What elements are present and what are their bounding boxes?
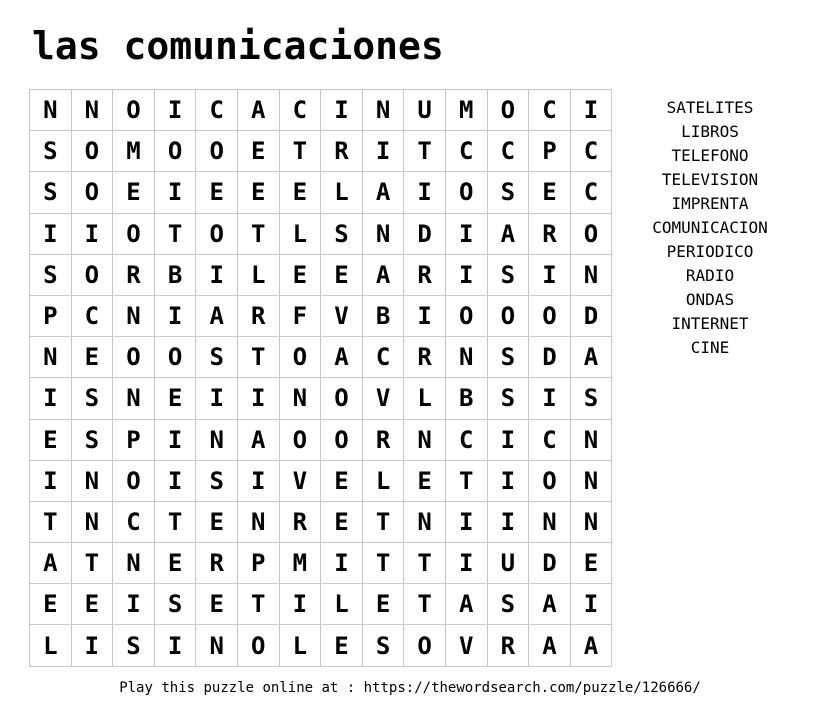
grid-cell[interactable]: A (321, 337, 363, 378)
grid-cell[interactable]: A (446, 584, 488, 625)
grid-cell[interactable]: A (238, 90, 280, 131)
grid-cell[interactable]: N (72, 502, 114, 543)
grid-cell[interactable]: L (321, 172, 363, 213)
grid-cell[interactable]: O (446, 296, 488, 337)
grid-cell[interactable]: T (363, 502, 405, 543)
grid-cell[interactable]: E (321, 461, 363, 502)
grid-cell[interactable]: P (30, 296, 72, 337)
grid-cell[interactable]: I (280, 584, 322, 625)
grid-cell[interactable]: M (446, 90, 488, 131)
grid-cell[interactable]: T (404, 131, 446, 172)
grid-cell[interactable]: L (321, 584, 363, 625)
grid-cell[interactable]: O (529, 461, 571, 502)
grid-cell[interactable]: O (72, 172, 114, 213)
grid-cell[interactable]: I (404, 172, 446, 213)
grid-cell[interactable]: P (238, 543, 280, 584)
grid-cell[interactable]: I (446, 543, 488, 584)
grid-cell[interactable]: E (155, 378, 197, 419)
grid-cell[interactable]: N (196, 420, 238, 461)
grid-cell[interactable]: L (280, 625, 322, 666)
grid-cell[interactable]: O (404, 625, 446, 666)
grid-cell[interactable]: B (363, 296, 405, 337)
grid-cell[interactable]: E (529, 172, 571, 213)
grid-cell[interactable]: O (196, 131, 238, 172)
grid-cell[interactable]: C (72, 296, 114, 337)
grid-cell[interactable]: E (72, 584, 114, 625)
grid-cell[interactable]: N (113, 296, 155, 337)
grid-cell[interactable]: I (155, 625, 197, 666)
grid-cell[interactable]: N (571, 420, 613, 461)
grid-cell[interactable]: I (155, 296, 197, 337)
grid-cell[interactable]: S (72, 420, 114, 461)
grid-cell[interactable]: R (404, 255, 446, 296)
grid-cell[interactable]: N (113, 543, 155, 584)
grid-cell[interactable]: O (280, 337, 322, 378)
grid-cell[interactable]: F (280, 296, 322, 337)
grid-cell[interactable]: N (30, 90, 72, 131)
grid-cell[interactable]: S (571, 378, 613, 419)
grid-cell[interactable]: C (446, 131, 488, 172)
grid-cell[interactable]: N (72, 461, 114, 502)
grid-cell[interactable]: C (280, 90, 322, 131)
grid-cell[interactable]: I (488, 420, 530, 461)
grid-cell[interactable]: E (238, 172, 280, 213)
grid-cell[interactable]: N (280, 378, 322, 419)
grid-cell[interactable]: N (571, 502, 613, 543)
grid-cell[interactable]: E (30, 420, 72, 461)
grid-cell[interactable]: N (363, 90, 405, 131)
grid-cell[interactable]: C (446, 420, 488, 461)
grid-cell[interactable]: I (72, 214, 114, 255)
grid-cell[interactable]: S (30, 255, 72, 296)
grid-cell[interactable]: N (363, 214, 405, 255)
grid-cell[interactable]: N (571, 255, 613, 296)
grid-cell[interactable]: S (488, 584, 530, 625)
grid-cell[interactable]: O (72, 131, 114, 172)
grid-cell[interactable]: I (196, 378, 238, 419)
grid-cell[interactable]: O (72, 255, 114, 296)
grid-cell[interactable]: C (571, 172, 613, 213)
grid-cell[interactable]: E (321, 502, 363, 543)
grid-cell[interactable]: E (238, 131, 280, 172)
grid-cell[interactable]: V (446, 625, 488, 666)
grid-cell[interactable]: I (529, 378, 571, 419)
grid-cell[interactable]: S (488, 337, 530, 378)
word-list-item: LIBROS (681, 122, 739, 141)
grid-cell[interactable]: I (30, 378, 72, 419)
grid-cell[interactable]: O (238, 625, 280, 666)
grid-cell[interactable]: I (238, 378, 280, 419)
grid-cell[interactable]: I (238, 461, 280, 502)
grid-cell[interactable]: T (30, 502, 72, 543)
grid-cell[interactable]: B (446, 378, 488, 419)
grid-cell[interactable]: I (30, 461, 72, 502)
grid-cell[interactable]: U (488, 543, 530, 584)
grid-cell[interactable]: M (280, 543, 322, 584)
grid-cell[interactable]: E (113, 172, 155, 213)
grid-cell[interactable]: O (529, 296, 571, 337)
grid-cell[interactable]: T (404, 584, 446, 625)
grid-cell[interactable]: I (571, 584, 613, 625)
word-list-item: TELEFONO (671, 146, 749, 165)
grid-cell[interactable]: T (155, 502, 197, 543)
grid-cell[interactable]: P (529, 131, 571, 172)
grid-cell[interactable]: S (488, 172, 530, 213)
grid-cell[interactable]: S (72, 378, 114, 419)
grid-cell[interactable]: E (321, 255, 363, 296)
grid-cell[interactable]: U (404, 90, 446, 131)
word-list-item: INTERNET (671, 314, 749, 333)
grid-cell[interactable]: D (529, 337, 571, 378)
grid-cell[interactable]: D (529, 543, 571, 584)
word-list-item: PERIODICO (666, 242, 754, 261)
grid-cell[interactable]: R (196, 543, 238, 584)
grid-cell[interactable]: I (363, 131, 405, 172)
grid-cell[interactable]: S (363, 625, 405, 666)
word-list-item: ONDAS (685, 290, 735, 309)
grid-cell[interactable]: A (529, 584, 571, 625)
grid-cell[interactable]: N (404, 420, 446, 461)
grid-cell[interactable]: C (488, 131, 530, 172)
grid-cell[interactable]: I (446, 255, 488, 296)
grid-cell[interactable]: I (446, 214, 488, 255)
grid-cell[interactable]: O (488, 90, 530, 131)
grid-cell[interactable]: C (571, 131, 613, 172)
grid-cell[interactable]: S (196, 461, 238, 502)
grid-cell[interactable]: E (280, 255, 322, 296)
grid-cell[interactable]: E (404, 461, 446, 502)
grid-cell[interactable]: N (529, 502, 571, 543)
grid-cell[interactable]: L (404, 378, 446, 419)
grid-cell[interactable]: R (238, 296, 280, 337)
grid-cell[interactable]: C (529, 420, 571, 461)
grid-cell[interactable]: E (321, 625, 363, 666)
grid-cell[interactable]: T (238, 214, 280, 255)
grid-cell[interactable]: N (238, 502, 280, 543)
grid-cell[interactable]: A (571, 625, 613, 666)
grid-cell[interactable]: I (446, 502, 488, 543)
grid-cell[interactable]: C (196, 90, 238, 131)
grid-cell[interactable]: E (196, 172, 238, 213)
grid-cell[interactable]: L (363, 461, 405, 502)
word-list-item: COMUNICACION (652, 218, 768, 237)
grid-cell[interactable]: T (238, 584, 280, 625)
grid-cell[interactable]: I (155, 172, 197, 213)
grid-cell[interactable]: A (30, 543, 72, 584)
grid-cell[interactable]: L (280, 214, 322, 255)
grid-cell[interactable]: S (488, 378, 530, 419)
grid-cell[interactable]: S (30, 172, 72, 213)
grid-cell[interactable]: B (155, 255, 197, 296)
grid-cell[interactable]: A (363, 172, 405, 213)
grid-cell[interactable]: I (155, 420, 197, 461)
grid-cell[interactable]: N (30, 337, 72, 378)
grid-cell[interactable]: E (196, 502, 238, 543)
grid-cell[interactable]: T (155, 214, 197, 255)
grid-cell[interactable]: T (72, 543, 114, 584)
grid-cell[interactable]: A (363, 255, 405, 296)
grid-cell[interactable]: E (280, 172, 322, 213)
grid-cell[interactable]: I (404, 296, 446, 337)
grid-cell[interactable]: O (113, 214, 155, 255)
grid-cell[interactable]: I (155, 90, 197, 131)
grid-cell[interactable]: R (488, 625, 530, 666)
grid-cell[interactable]: I (321, 543, 363, 584)
grid-cell[interactable]: O (113, 90, 155, 131)
grid-cell[interactable]: I (488, 502, 530, 543)
footer-link-text: Play this puzzle online at : https://thewordsearch.com/puzzle/126666/ (119, 680, 701, 696)
grid-cell[interactable]: E (571, 543, 613, 584)
grid-cell[interactable]: I (196, 255, 238, 296)
grid-cell[interactable]: I (488, 461, 530, 502)
grid-cell[interactable]: V (280, 461, 322, 502)
grid-cell[interactable]: T (404, 543, 446, 584)
grid-cell[interactable]: E (72, 337, 114, 378)
grid-cell[interactable]: O (446, 172, 488, 213)
grid-cell[interactable]: I (529, 255, 571, 296)
grid-cell[interactable]: S (321, 214, 363, 255)
word-list (630, 96, 790, 360)
grid-cell[interactable]: O (113, 337, 155, 378)
grid-cell[interactable]: O (321, 420, 363, 461)
grid-cell[interactable]: I (155, 461, 197, 502)
grid-cell[interactable]: I (113, 584, 155, 625)
grid-cell[interactable]: V (363, 378, 405, 419)
grid-cell[interactable]: R (404, 337, 446, 378)
grid-cell[interactable]: N (196, 625, 238, 666)
grid-cell[interactable]: C (363, 337, 405, 378)
word-list-item: CINE (690, 338, 730, 357)
word-list-item: IMPRENTA (671, 194, 749, 213)
grid-cell[interactable]: D (404, 214, 446, 255)
grid-cell[interactable]: R (113, 255, 155, 296)
grid-cell[interactable]: C (529, 90, 571, 131)
grid-cell[interactable]: O (155, 337, 197, 378)
grid-cell[interactable]: O (113, 461, 155, 502)
grid-cell[interactable]: N (571, 461, 613, 502)
grid-cell[interactable]: L (30, 625, 72, 666)
grid-cell[interactable]: M (113, 131, 155, 172)
grid-cell[interactable]: C (113, 502, 155, 543)
grid-cell[interactable]: S (196, 337, 238, 378)
grid-cell[interactable]: T (363, 543, 405, 584)
grid-cell[interactable]: N (113, 378, 155, 419)
grid-cell[interactable]: I (30, 214, 72, 255)
grid-cell[interactable]: A (238, 420, 280, 461)
grid-cell[interactable]: R (280, 502, 322, 543)
grid-cell[interactable]: V (321, 296, 363, 337)
grid-cell[interactable]: O (196, 214, 238, 255)
grid-cell[interactable]: T (280, 131, 322, 172)
word-list-item: TELEVISION (661, 170, 759, 189)
grid-cell[interactable]: S (113, 625, 155, 666)
grid-cell[interactable]: R (363, 420, 405, 461)
grid-cell[interactable]: O (571, 214, 613, 255)
grid-cell[interactable]: N (404, 502, 446, 543)
grid-cell[interactable]: E (30, 584, 72, 625)
grid-cell[interactable]: P (113, 420, 155, 461)
grid-cell[interactable]: I (72, 625, 114, 666)
grid-cell[interactable]: T (446, 461, 488, 502)
grid-cell[interactable]: L (238, 255, 280, 296)
grid-cell[interactable]: E (155, 543, 197, 584)
grid-cell[interactable]: E (363, 584, 405, 625)
grid-cell[interactable]: A (529, 625, 571, 666)
word-list-item: SATELITES (666, 98, 754, 117)
grid-cell[interactable]: A (571, 337, 613, 378)
grid-cell[interactable]: N (446, 337, 488, 378)
grid-cell[interactable]: N (72, 90, 114, 131)
grid-cell[interactable]: I (321, 90, 363, 131)
grid-cell[interactable]: I (571, 90, 613, 131)
grid-cell[interactable]: S (30, 131, 72, 172)
grid-cell[interactable]: R (529, 214, 571, 255)
grid-cell[interactable]: T (238, 337, 280, 378)
grid-cell[interactable]: O (321, 378, 363, 419)
grid-cell[interactable]: S (488, 255, 530, 296)
grid-cell[interactable]: E (196, 584, 238, 625)
grid-cell[interactable]: O (155, 131, 197, 172)
letter-grid (29, 89, 612, 667)
grid-cell[interactable]: O (488, 296, 530, 337)
grid-cell[interactable]: O (280, 420, 322, 461)
grid-cell[interactable]: A (488, 214, 530, 255)
puzzle-title: las comunicaciones (32, 24, 444, 68)
grid-cell[interactable]: A (196, 296, 238, 337)
grid-cell[interactable]: D (571, 296, 613, 337)
word-list-item: RADIO (685, 266, 735, 285)
grid-cell[interactable]: R (321, 131, 363, 172)
grid-cell[interactable]: S (155, 584, 197, 625)
